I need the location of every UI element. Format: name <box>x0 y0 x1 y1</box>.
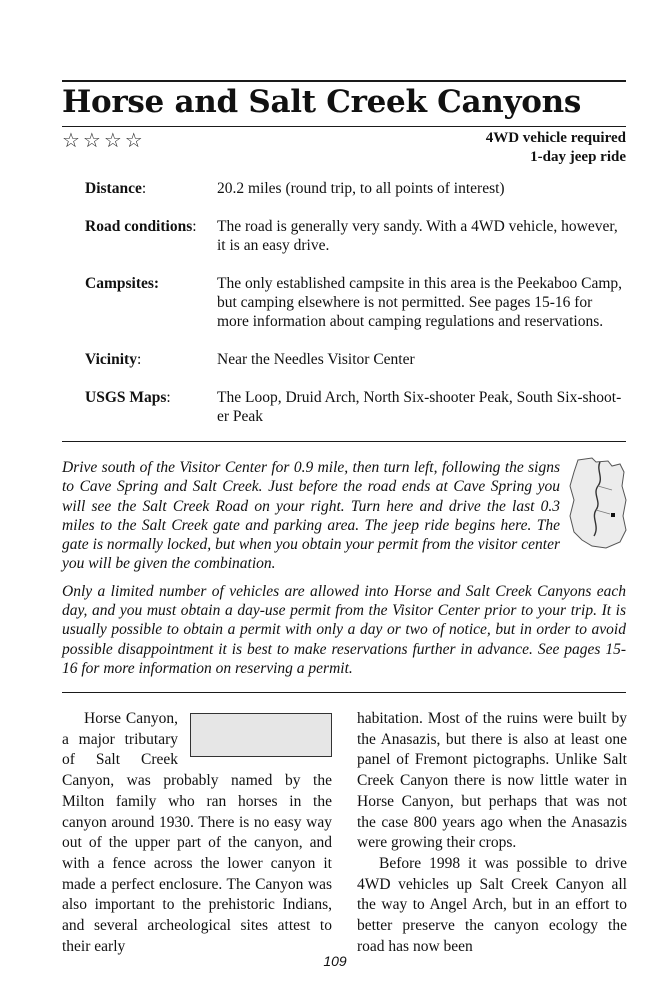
info-label-colon: : <box>166 389 171 406</box>
info-row-campsites <box>85 274 625 331</box>
body-column-left <box>62 709 332 957</box>
permit-paragraph: Only a limited number of vehicles are allowed into Horse and Salt Creek Canyons each day, and you must obtain a day-use permit from the Visitor Center prior to your trip. It is usually possible to obtain a permit with only a day or two of notice, but in order to avoid possible disappointment it is best to make reservations further in advance. See pages 15-16 for more information on reserving a permit. <box>62 582 626 677</box>
info-value: The only established campsite in this area is the Peekaboo Camp, but camping elsewhere is not permitted. See pages 15-16 for more information about camping regulations and reservations. <box>217 275 623 330</box>
body-paragraph: Before 1998 it was possible to drive 4WD vehicles up Salt Creek Canyon all the way to Angel Arch, but in an effort to better preserve the canyon ecology the road has now been <box>357 854 627 955</box>
trip-info-table <box>85 179 625 445</box>
star-rating: ☆☆☆☆ <box>62 130 146 152</box>
info-label: Campsites: <box>85 275 160 292</box>
requirement-duration: 1-day jeep ride <box>530 149 626 165</box>
info-label: USGS Maps <box>85 389 167 406</box>
section-divider <box>62 692 626 693</box>
info-label: Vicinity <box>85 351 137 368</box>
info-value: The road is generally very sandy. With a 4WD vehicle, however, it is an easy drive. <box>217 218 618 254</box>
info-value: Near the Needles Visitor Center <box>217 351 415 368</box>
body-paragraph: habitation. Most of the ruins were built by the Anasazis, but there is also at least one panel of Fremont pictographs. Unlike Salt Creek Canyon there is now little water in Horse Canyon, but perhaps that was not the case 800 years ago when the Anasazis were growing their crops. <box>357 710 627 852</box>
requirement-vehicle: 4WD vehicle required <box>485 130 626 146</box>
info-label: Distance <box>85 180 142 197</box>
info-row-distance <box>85 179 625 198</box>
body-paragraph: Horse Canyon, a major tributary of Salt Creek Canyon, was probably named by the Milton family who ran horses in the canyon around 1930. There is no easy way out of the upper part of the canyon, and with a fence across the lower canyon it made a perfect enclosure. The Canyon was also important to the prehistoric Indians, and several archeological sites attest to their early <box>62 710 332 955</box>
info-label: Road conditions <box>85 218 193 235</box>
directions-paragraph: Drive south of the Visitor Center for 0.9 mile, then turn left, following the signs to Cave Spring and Salt Creek. Just before the road ends at Cave Spring you will see the Salt Creek Road on your right. Turn here and drive the last 0.3 miles to the Salt Creek gate and parking area. The jeep ride begins here. The gate is normally locked, but when you obtain your permit from the visitor center you will be given the combination. <box>62 459 560 573</box>
info-value: 20.2 miles (round trip, to all points of interest) <box>217 180 505 197</box>
info-value: The Loop, Druid Arch, North Six-shooter Peak, South Six-shoot-er Peak <box>217 389 622 425</box>
info-row-road-conditions <box>85 217 625 255</box>
info-row-vicinity <box>85 350 625 369</box>
requirements <box>486 129 626 167</box>
title-underline <box>62 126 626 127</box>
info-label-colon: : <box>136 351 142 368</box>
photo-placeholder <box>190 713 332 757</box>
top-rule <box>62 80 626 82</box>
info-label-colon: : <box>141 180 147 197</box>
page-title: Horse and Salt Creek Canyons <box>62 84 582 120</box>
section-divider <box>62 441 626 442</box>
info-row-usgs-maps <box>85 388 625 426</box>
driving-directions <box>62 458 626 686</box>
info-label-colon: : <box>192 218 197 235</box>
page-number: 109 <box>323 953 347 969</box>
body-column-right <box>357 709 627 957</box>
